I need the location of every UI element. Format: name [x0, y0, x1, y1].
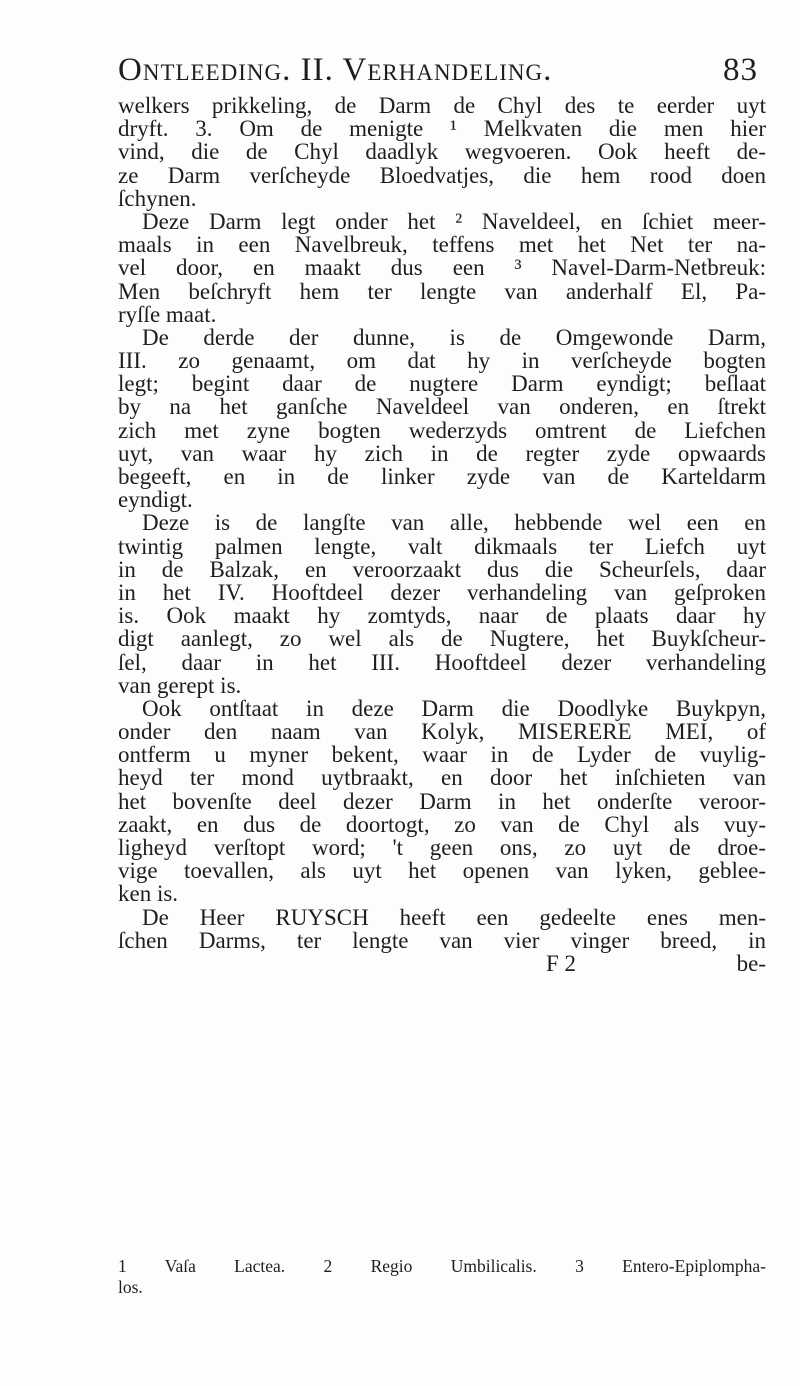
running-title: Ontleeding. II. Verhandeling.	[118, 52, 553, 88]
text-line: ſel, daar in het III. Hooftdeel dezer verhandeling	[118, 649, 766, 675]
paragraph-first-line: De Heer RUYSCH heeft een gedeelte enes men-	[142, 904, 766, 930]
text-line: ſchynen.	[118, 185, 197, 211]
text-line: ken is.	[118, 881, 179, 907]
footnotes	[118, 1256, 766, 1298]
text-line: van gerept is.	[118, 672, 242, 698]
paragraph-first-line: Ook ontſtaat in deze Darm die Doodlyke Buykpyn,	[142, 695, 766, 721]
text-line: maals in een Navelbreuk, teffens met het Net ter na-	[118, 232, 766, 258]
footnote-line: 1 Vaſa Lactea. 2 Regio Umbilicalis. 3 Entero-Epiplompha-	[118, 1256, 766, 1276]
footnote-line: los.	[118, 1277, 143, 1297]
signature-row	[118, 952, 766, 975]
text-line: in de Balzak, en veroorzaakt dus die Scheurſels, daar	[118, 556, 766, 582]
catchword: be-	[736, 950, 766, 976]
text-line: onder den naam van Kolyk, MISERERE MEI, of	[118, 719, 766, 745]
running-head	[118, 52, 758, 92]
text-line: ontferm u myner bekent, waar in de Lyder de vuylig-	[118, 742, 766, 768]
paragraph-first-line: Deze Darm legt onder het ² Naveldeel, en ſchiet meer-	[142, 208, 766, 234]
text-line: III. zo genaamt, om dat hy in verſcheyde bogten	[118, 348, 766, 374]
text-line: ligheyd verſtopt word; 't geen ons, zo uyt de droe-	[118, 835, 766, 860]
text-line: by na het ganſche Naveldeel van onderen, en ſtrekt	[118, 394, 766, 420]
text-line: ſchen Darms, ter lengte van vier vinger breed, in	[118, 927, 766, 953]
text-line: vind, die de Chyl daadlyk wegvoeren. Ook heeft de-	[118, 139, 766, 165]
paragraph-first-line: Deze is de langſte van alle, hebbende wel een en	[142, 510, 766, 536]
text-line: in het IV. Hooftdeel dezer verhandeling van geſproken	[118, 579, 766, 605]
text-line: heyd ter mond uytbraakt, en door het inſchieten van	[118, 765, 766, 791]
text-line: zaakt, en dus de doortogt, zo van de Chyl als vuy-	[118, 811, 766, 837]
text-line: het bovenſte deel dezer Darm in het onderſte veroor-	[118, 788, 766, 814]
body-text	[118, 94, 766, 975]
paragraph-first-line: De derde der dunne, is de Omgewonde Darm,	[142, 324, 766, 350]
text-line: zich met zyne bogten wederzyds omtrent de Liefchen	[118, 417, 766, 443]
text-line: welkers prikkeling, de Darm de Chyl des te eerder uyt	[118, 93, 766, 118]
text-line: dryft. 3. Om de menigte ¹ Melkvaten die men hier	[118, 116, 766, 142]
text-line: uyt, van waar hy zich in de regter zyde opwaards	[118, 440, 766, 466]
text-line: twintig palmen lengte, valt dikmaals ter Liefch uyt	[118, 533, 766, 559]
text-line: legt; begint daar de nugtere Darm eyndigt; beſlaat	[118, 371, 766, 397]
text-line: Men beſchryft hem ter lengte van anderhalf El, Pa-	[118, 278, 766, 304]
text-line: begeeft, en in de linker zyde van de Karteldarm	[118, 464, 766, 489]
page-number: 83	[723, 52, 758, 88]
text-line: is. Ook maakt hy zomtyds, naar de plaats daar hy	[118, 603, 766, 629]
text-line: ze Darm verſcheyde Bloedvatjes, die hem rood doen	[118, 162, 766, 188]
text-line: ryſſe maat.	[118, 301, 217, 327]
text-line: digt aanlegt, zo wel als de Nugtere, het Buykſcheur-	[118, 626, 766, 652]
text-line: eyndigt.	[118, 487, 193, 513]
text-line: vige toevallen, als uyt het openen van lyken, geblee-	[118, 858, 766, 884]
text-line: vel door, en maakt dus een ³ Navel-Darm-Netbreuk:	[118, 255, 766, 281]
signature-mark: F 2	[546, 950, 577, 976]
